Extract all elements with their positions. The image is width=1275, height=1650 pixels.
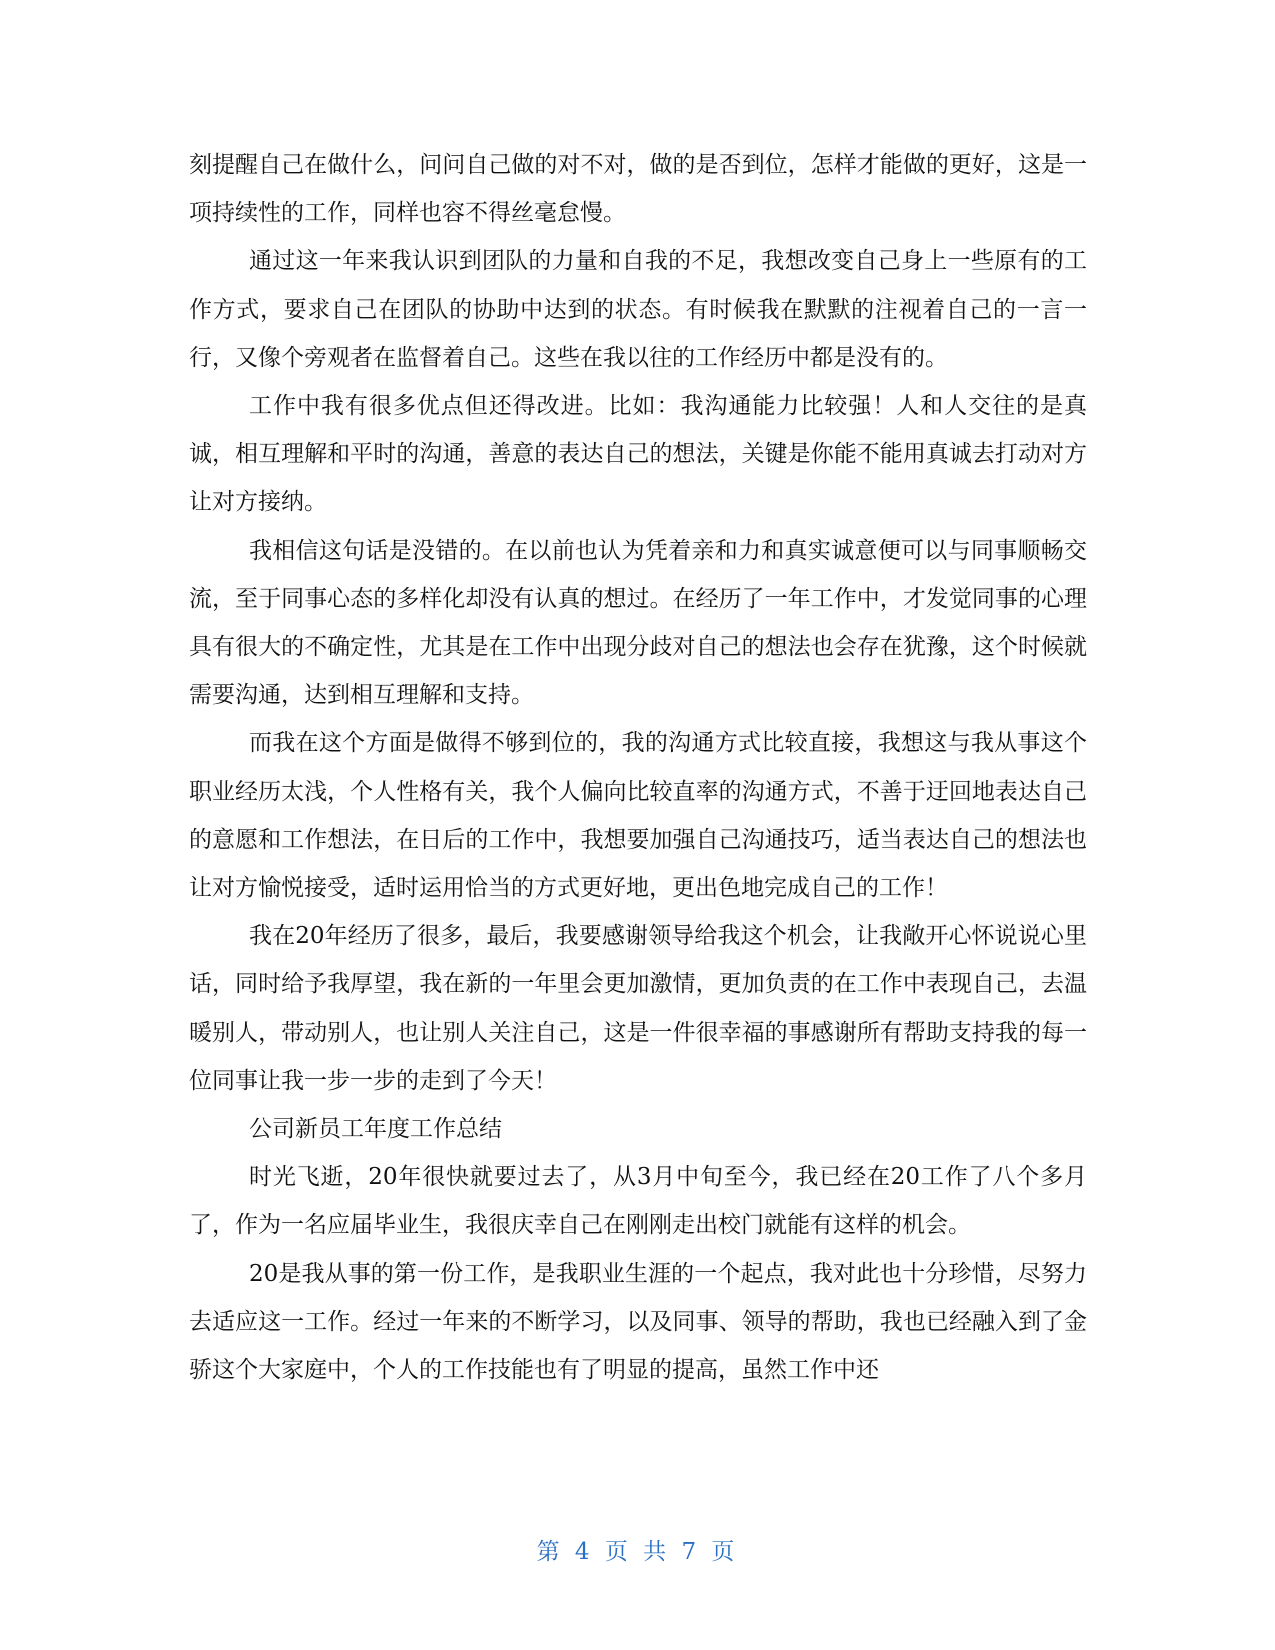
paragraph-1: 刻提醒自己在做什么，问问自己做的对不对，做的是否到位，怎样才能做的更好，这是一项持续性的工作，同样也容不得丝毫怠慢。 [189, 152, 1087, 227]
paragraph-5: 而我在这个方面是做得不够到位的，我的沟通方式比较直接，我想这与我从事这个职业经历太浅，个人性格有关，我个人偏向比较直率的沟通方式，不善于迂回地表达自己的意愿和工作想法，在日后的工作中，我想要加强自己沟通技巧，适当表达自己的想法也让对方愉悦接受，适时运用恰当的方式更好地，更出色地完成自己的工作！ [189, 730, 1087, 902]
paragraph-4: 我相信这句话是没错的。在以前也认为凭着亲和力和真实诚意便可以与同事顺畅交流，至于同事心态的多样化却没有认真的想过。在经历了一年工作中，才发觉同事的心理具有很大的不确定性，尤其是在工作中出现分歧对自己的想法也会存在犹豫，这个时候就需要沟通，达到相互理解和支持。 [189, 537, 1087, 709]
page-number-footer: 第 4 页 共 7 页 [536, 1539, 739, 1565]
paragraph-8: 20是我从事的第一份工作，是我职业生涯的一个起点，我对此也十分珍惜，尽努力去适应这一工作。经过一年来的不断学习，以及同事、领导的帮助，我也已经融入到了金骄这个大家庭中，个人的工作技能也有了明显的提高，虽然工作中还 [189, 1260, 1087, 1384]
section-heading: 公司新员工年度工作总结 [249, 1116, 502, 1143]
paragraph-2: 通过这一年来我认识到团队的力量和自我的不足，我想改变自己身上一些原有的工作方式，要求自己在团队的协助中达到的状态。有时候我在默默的注视着自己的一言一行，又像个旁观者在监督着自己。这些在我以往的工作经历中都是没有的。 [189, 248, 1087, 371]
document-body [189, 141, 1087, 1394]
paragraph-7: 时光飞逝，20年很快就要过去了，从3月中旬至今，我已经在20工作了八个多月了，作为一名应届毕业生，我很庆幸自己在刚刚走出校门就能有这样的机会。 [189, 1164, 1087, 1239]
paragraph-6: 我在20年经历了很多，最后，我要感谢领导给我这个机会，让我敞开心怀说说心里话，同时给予我厚望，我在新的一年里会更加激情，更加负责的在工作中表现自己，去温暖别人，带动别人，也让别人关注自己，这是一件很幸福的事感谢所有帮助支持我的每一位同事让我一步一步的走到了今天！ [189, 923, 1087, 1094]
paragraph-3: 工作中我有很多优点但还得改进。比如：我沟通能力比较强！人和人交往的是真诚，相互理解和平时的沟通，善意的表达自己的想法，关键是你能不能用真诚去打动对方让对方接纳。 [189, 393, 1087, 516]
